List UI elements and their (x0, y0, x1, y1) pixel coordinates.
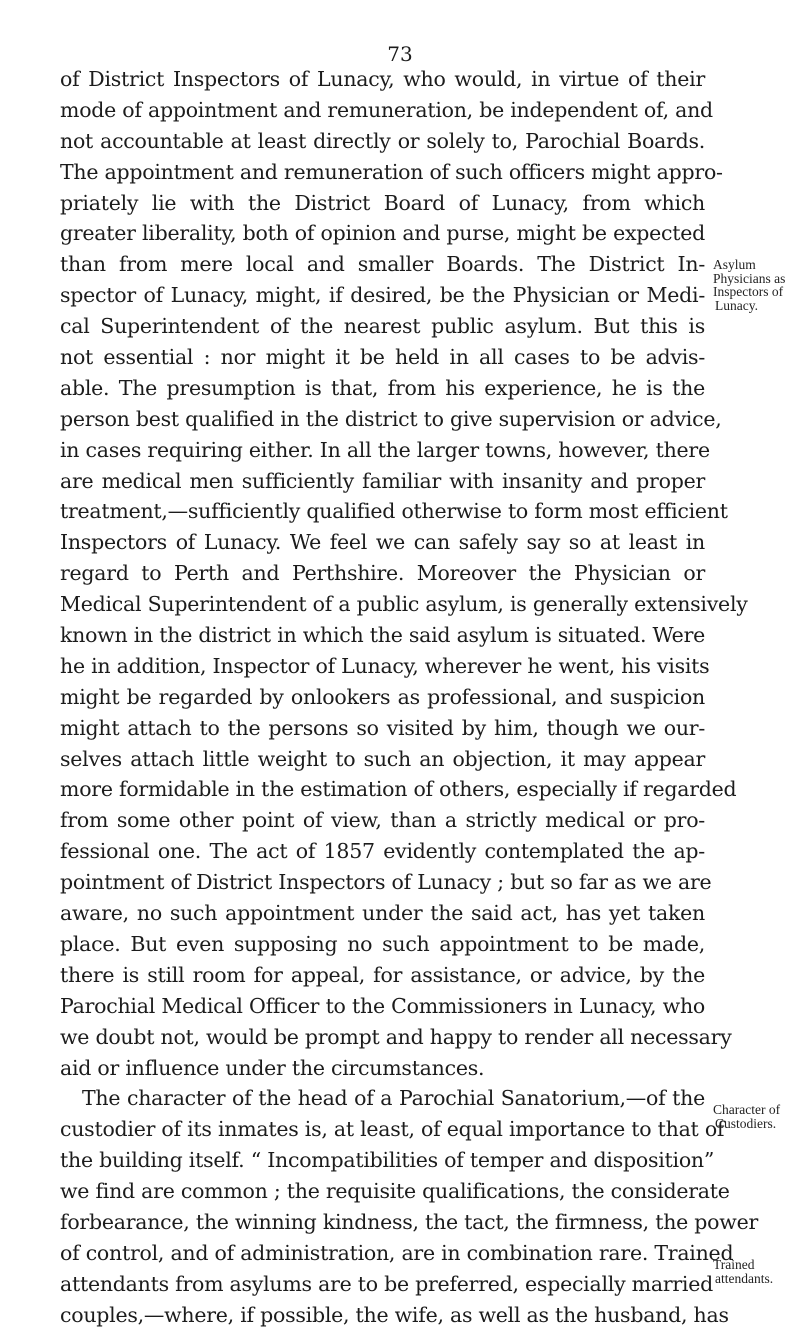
text-line: aid or influence under the circumstances. (60, 1055, 485, 1080)
text-line: of control, and of administration, are in combination rare. Trained (60, 1240, 734, 1265)
text-line: known in the district in which the said asylum is situated. Were (60, 623, 705, 648)
text-line: regard to Perth and Perthshire. Moreover the Physician or (60, 561, 705, 586)
text-line: we doubt not, would be prompt and happy to render all necessary (60, 1024, 732, 1049)
text-line: he in addition, Inspector of Lunacy, wherever he went, his visits (60, 653, 710, 678)
text-line: are medical men sufficiently familiar with insanity and proper (60, 468, 705, 493)
margin-note-line: Lunacy. (715, 297, 758, 313)
text-line: pointment of District Inspectors of Lunacy ; but so far as we are (60, 870, 712, 895)
text-line: couples,—where, if possible, the wife, as well as the husband, has (60, 1302, 729, 1327)
text-line: Parochial Medical Officer to the Commissioners in Lunacy, who (60, 993, 705, 1018)
text-line: The character of the head of a Parochial Sanatorium,—of the (82, 1086, 705, 1111)
text-line: from some other point of view, than a strictly medical or pro- (60, 808, 705, 833)
text-line: treatment,—sufficiently qualified otherwise to form most efficient (60, 499, 728, 524)
text-line: greater liberality, both of opinion and purse, might be expected (60, 221, 705, 246)
text-line: in cases requiring either. In all the larger towns, however, there (60, 437, 710, 462)
text-line: selves attach little weight to such an objection, it may appear (60, 746, 705, 771)
text-line: there is still room for appeal, for assistance, or advice, by the (60, 962, 705, 987)
text-line: priately lie with the District Board of Lunacy, from which (60, 190, 705, 215)
text-line: spector of Lunacy, might, if desired, be the Physician or Medi- (60, 283, 705, 308)
text-line: cal Superintendent of the nearest public asylum. But this is (60, 314, 705, 339)
text-line: The appointment and remuneration of such officers might appro- (60, 159, 723, 184)
page-number: 73 (387, 42, 413, 66)
text-line: Inspectors of Lunacy. We feel we can safely say so at least in (60, 530, 705, 555)
margin-note-line: Trained (713, 1257, 755, 1272)
text-line: not essential : nor might it be held in all cases to be advis- (60, 345, 705, 370)
margin-note-line: Asylum (713, 257, 756, 272)
text-line: able. The presumption is that, from his experience, he is the (60, 375, 705, 400)
margin-note-line: Physicians as (713, 270, 786, 286)
margin-note-line: Inspectors of (713, 284, 784, 299)
text-line: more formidable in the estimation of others, especially if regarded (60, 777, 737, 802)
text-line: than from mere local and smaller Boards. The District In- (60, 252, 705, 277)
text-line: might be regarded by onlookers as professional, and suspicion (60, 684, 705, 709)
text-line: custodier of its inmates is, at least, of equal importance to that of (60, 1117, 725, 1142)
text-line: attendants from asylums are to be preferred, especially married (60, 1271, 713, 1296)
text-line: the building itself. “ Incompatibilities of temper and disposition” (60, 1148, 715, 1173)
margin-note-asylum-physicians (713, 258, 798, 312)
text-line: might attach to the persons so visited by him, though we our- (60, 715, 705, 740)
text-line: place. But even supposing no such appointment to be made, (60, 931, 705, 956)
text-line: person best qualified in the district to give supervision or advice, (60, 406, 722, 431)
text-line: forbearance, the winning kindness, the tact, the firmness, the power (60, 1209, 758, 1234)
text-line: mode of appointment and remuneration, be independent of, and (60, 97, 713, 122)
text-line: of District Inspectors of Lunacy, who would, in virtue of their (60, 67, 705, 91)
margin-note-line: Character of (713, 1102, 781, 1117)
text-line: fessional one. The act of 1857 evidently contemplated the ap- (60, 839, 705, 864)
text-line: we find are common ; the requisite qualifications, the considerate (60, 1179, 730, 1204)
text-line: Medical Superintendent of a public asylum, is generally extensively (60, 592, 748, 617)
margin-note-character-of-custodiers (713, 1103, 798, 1130)
margin-note-line: attendants. (715, 1270, 774, 1286)
text-line: aware, no such appointment under the said act, has yet taken (60, 901, 705, 926)
text-line: not accountable at least directly or solely to, Parochial Boards. (60, 128, 705, 153)
margin-note-line: Custodiers. (715, 1115, 777, 1131)
margin-note-trained-attendants (713, 1258, 798, 1285)
